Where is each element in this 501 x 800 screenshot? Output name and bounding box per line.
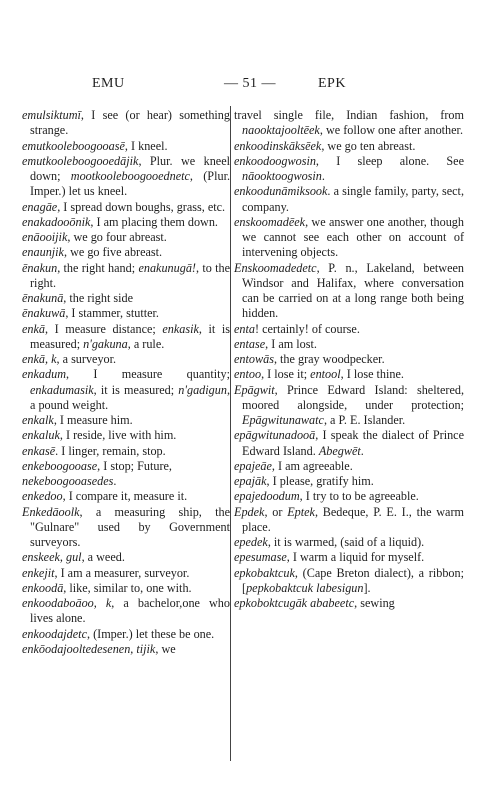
entry-definition: , I kneel. xyxy=(124,138,168,153)
entry-definition: , a rule. xyxy=(127,336,165,351)
entry-headword: Abegwēt xyxy=(318,443,361,458)
entry-definition: , I lose thine. xyxy=(340,367,404,382)
entry-headword: ēnakuwā xyxy=(22,306,66,321)
dictionary-entry xyxy=(234,352,464,367)
entry-definition: , I lose it; xyxy=(261,367,311,382)
dictionary-entry xyxy=(22,291,230,306)
entry-definition: , or xyxy=(264,504,288,519)
entry-headword: enta xyxy=(234,321,255,336)
dictionary-entry xyxy=(22,505,230,551)
dictionary-entry xyxy=(22,627,230,642)
entry-headword: enaunjik xyxy=(22,245,64,260)
entry-definition: , (Plur. Imper.) let us kneel. xyxy=(30,169,230,199)
entry-headword: enakunugā! xyxy=(138,260,196,275)
right-column xyxy=(234,108,464,611)
dictionary-entry xyxy=(234,535,464,550)
entry-headword: entoo xyxy=(234,367,262,382)
entry-definition: ! certainly! of course. xyxy=(254,321,360,336)
entry-definition: , a surveyor. xyxy=(56,352,117,366)
entry-definition: , I am agreeable. xyxy=(271,458,353,473)
entry-headword: ēnakunā xyxy=(22,291,64,305)
entry-definition: , I stammer, stutter. xyxy=(65,306,159,321)
entry-definition: , I stop; Future, xyxy=(97,458,172,473)
entry-headword: enagāe xyxy=(22,199,58,214)
entry-headword: enkoodoogwosin xyxy=(234,153,316,168)
entry-definition: , I sleep alone. See xyxy=(315,153,464,168)
entry-headword: epkoboktcugāk ababeetc xyxy=(234,596,355,610)
entry-definition: , we go five abreast. xyxy=(63,245,163,260)
entry-definition: , the gray woodpecker. xyxy=(273,352,385,366)
entry-headword: enkoodajdetc xyxy=(22,626,87,641)
dictionary-entry xyxy=(234,322,464,337)
entry-headword: enkoodunāmiksook xyxy=(234,184,328,199)
entry-headword: enkoodaboāoo, k xyxy=(22,596,112,610)
dictionary-entry xyxy=(22,261,230,292)
column-divider xyxy=(230,106,231,761)
dictionary-entry xyxy=(22,245,230,260)
entry-headword: ēnakun xyxy=(22,260,58,275)
dictionary-entry xyxy=(22,367,230,413)
entry-headword: enkadum xyxy=(22,367,66,382)
dictionary-entry xyxy=(234,566,464,597)
entry-definition: , we go ten abreast. xyxy=(321,138,416,153)
entry-headword: enskoomadēek xyxy=(234,214,306,229)
entry-definition: , (Cape Breton dialect), a ribbon; [ xyxy=(242,565,464,595)
entry-definition: , like, similar to, one with. xyxy=(63,580,192,595)
entry-definition: , I am lost. xyxy=(265,336,317,351)
entry-headword: epesumase xyxy=(234,550,287,565)
entry-headword: enakadooōnik xyxy=(22,214,91,229)
entry-headword: n'gakuna xyxy=(83,336,128,351)
dictionary-entry xyxy=(22,489,230,504)
dictionary-entry xyxy=(234,154,464,185)
entry-headword: enkoodā xyxy=(22,580,64,595)
dictionary-entry xyxy=(234,459,464,474)
entry-headword: entool xyxy=(310,367,341,382)
entry-definition: , a P. E. Islander. xyxy=(323,413,406,427)
dictionary-entry xyxy=(22,139,230,154)
entry-definition: , a measuring ship, the "Gulnare" used by Government surveyors. xyxy=(30,504,230,549)
entry-definition: , Prince Edward Island: sheltered, moored alongside, under protection; xyxy=(242,382,464,412)
entry-headword: epedek xyxy=(234,535,268,549)
entry-definition: , I measure him. xyxy=(53,413,133,427)
entry-headword: enskeek, gul xyxy=(22,550,82,565)
header-left-guide-word: EMU xyxy=(92,76,125,91)
entry-headword: epajāk xyxy=(234,474,267,488)
dictionary-entry xyxy=(234,215,464,261)
entry-headword: nāooktoogwosin xyxy=(242,169,322,183)
entry-definition: , it is warmed, (said of a liquid). xyxy=(267,535,425,549)
dictionary-entry xyxy=(22,581,230,596)
entry-definition: , P. n., Lakeland, between Windsor and Halifax, where conversation can be carried on at a long range both being hidden. xyxy=(242,260,464,321)
dictionary-entry xyxy=(234,367,464,382)
entry-definition: , Plur. we kneel down; xyxy=(30,153,230,183)
page-header xyxy=(92,76,452,96)
entry-headword: entase xyxy=(234,336,266,351)
entry-headword: enāooijik xyxy=(22,230,68,244)
dictionary-entry xyxy=(234,184,464,215)
entry-definition: , (Imper.) let these be one. xyxy=(86,626,215,641)
entry-definition: . xyxy=(321,169,325,183)
entry-headword: enkedoo xyxy=(22,489,63,504)
entry-headword: emutkooleboogooasē xyxy=(22,138,125,153)
entry-headword: mootkooleboogooednetc xyxy=(70,169,190,183)
dictionary-entry xyxy=(234,474,464,489)
entry-headword: emutkooleboogooedājik xyxy=(22,153,139,168)
entry-headword: epajedoodum xyxy=(234,489,300,504)
entry-definition: , I measure quantity; xyxy=(66,367,230,382)
entry-definition: , Bedeque, P. E. I., the warm place. xyxy=(242,504,464,534)
entry-headword: naooktajooltēek xyxy=(242,123,320,138)
dictionary-entry xyxy=(234,261,464,322)
entry-headword: enkalk xyxy=(22,413,54,427)
entry-definition: , I warm a liquid for myself. xyxy=(286,550,425,565)
entry-headword: Epāgwitunawatc xyxy=(242,413,324,427)
dictionary-entry xyxy=(234,108,464,139)
dictionary-entry xyxy=(22,459,230,474)
entry-definition: , the right hand; xyxy=(57,260,139,275)
entry-headword: Epāgwit xyxy=(234,382,275,397)
dictionary-entry xyxy=(22,215,230,230)
dictionary-entry xyxy=(22,322,230,353)
entry-definition: , it is measured; xyxy=(30,321,230,351)
entry-definition: , I reside, live with him. xyxy=(59,428,177,443)
entry-definition: , the right side xyxy=(63,291,134,305)
entry-headword: enkejit xyxy=(22,565,55,580)
dictionary-entry xyxy=(22,306,230,321)
entry-headword: enkaluk xyxy=(22,428,60,443)
entry-headword: n'gadigun xyxy=(178,382,227,397)
page-number: — 51 — xyxy=(224,76,276,91)
entry-definition: , we go four abreast. xyxy=(67,230,167,244)
entry-definition: . a single family, party, sect, company. xyxy=(242,184,464,214)
entry-headword: epajeāe xyxy=(234,458,272,473)
entry-definition: , I spread down boughs, grass, etc. xyxy=(57,199,226,214)
entry-headword: entowās xyxy=(234,352,274,366)
dictionary-entry xyxy=(22,200,230,215)
entry-headword: enkasē xyxy=(22,443,56,458)
entry-headword: epkobaktcuk xyxy=(234,565,295,580)
entry-definition: travel single file, Indian fashion, from xyxy=(234,108,464,122)
entry-definition: , a weed. xyxy=(81,550,125,565)
entry-definition: . xyxy=(113,474,117,488)
dictionary-entry xyxy=(234,428,464,459)
dictionary-entry xyxy=(22,474,230,489)
entry-headword: enkōodajooltedesenen, tijik xyxy=(22,641,156,656)
dictionary-entry xyxy=(234,550,464,565)
entry-definition: , I try to to be agreeable. xyxy=(299,489,419,504)
dictionary-entry xyxy=(22,428,230,443)
entry-definition: , I please, gratify him. xyxy=(266,474,374,488)
dictionary-entry xyxy=(22,596,230,627)
entry-definition: , I am a measurer, surveyor. xyxy=(54,565,190,580)
entry-definition: , to the right. xyxy=(30,260,230,290)
entry-headword: enkā xyxy=(22,321,46,336)
entry-headword: emulsiktumī xyxy=(22,108,81,122)
dictionary-entry xyxy=(234,337,464,352)
entry-definition: , sewing xyxy=(354,596,395,610)
entry-definition: , we follow one after another. xyxy=(319,123,463,138)
entry-definition: . xyxy=(360,443,364,458)
entry-definition: , I compare it, measure it. xyxy=(62,489,188,504)
entry-headword: enkadumasik xyxy=(30,382,94,397)
dictionary-entry xyxy=(234,383,464,429)
entry-headword: pepkobaktcuk labesigun xyxy=(246,580,364,595)
dictionary-entry xyxy=(22,642,230,657)
header-right-guide-word: EPK xyxy=(318,76,346,91)
dictionary-entry xyxy=(22,154,230,200)
left-column xyxy=(22,108,230,657)
entry-definition: , it is measured; xyxy=(93,382,179,397)
dictionary-entry xyxy=(234,505,464,536)
entry-headword: enkā, k xyxy=(22,352,57,366)
entry-headword: Epdek xyxy=(234,504,265,519)
entry-headword: Eptek xyxy=(287,504,315,519)
entry-definition: , a bachelor,one who lives alone. xyxy=(30,596,230,626)
dictionary-entry xyxy=(22,352,230,367)
entry-definition: , we xyxy=(155,641,176,656)
dictionary-entry xyxy=(22,108,230,139)
entry-headword: epāgwitunadooā xyxy=(234,428,316,443)
entry-definition: , a pound weight. xyxy=(30,382,230,412)
entry-headword: enkeboogooase xyxy=(22,458,98,473)
dictionary-entry xyxy=(234,596,464,611)
entry-headword: Enkedāoolk xyxy=(22,504,80,519)
dictionary-entry xyxy=(22,566,230,581)
dictionary-entry xyxy=(234,489,464,504)
entry-definition: , I am placing them down. xyxy=(90,214,218,229)
entry-headword: enkasik xyxy=(162,321,199,336)
entry-definition: . I linger, remain, stop. xyxy=(55,443,166,458)
entry-definition: , I speak the dialect of Prince Edward Island. xyxy=(242,428,464,458)
entry-headword: Enskoomadedetc xyxy=(234,260,317,275)
dictionary-entry xyxy=(22,413,230,428)
dictionary-entry xyxy=(234,139,464,154)
entry-definition: , I measure distance; xyxy=(45,321,163,336)
entry-headword: enkoodinskāksēek xyxy=(234,138,322,153)
dictionary-entry xyxy=(22,444,230,459)
entry-definition: , I see (or hear) something strange. xyxy=(30,108,230,138)
entry-headword: nekeboogooasedes xyxy=(22,474,114,488)
dictionary-entry xyxy=(22,550,230,565)
dictionary-entry xyxy=(22,230,230,245)
entry-definition: ]. xyxy=(363,580,371,595)
entry-definition: , we answer one another, though we cannot see each other on account of intervening objects. xyxy=(242,214,464,260)
